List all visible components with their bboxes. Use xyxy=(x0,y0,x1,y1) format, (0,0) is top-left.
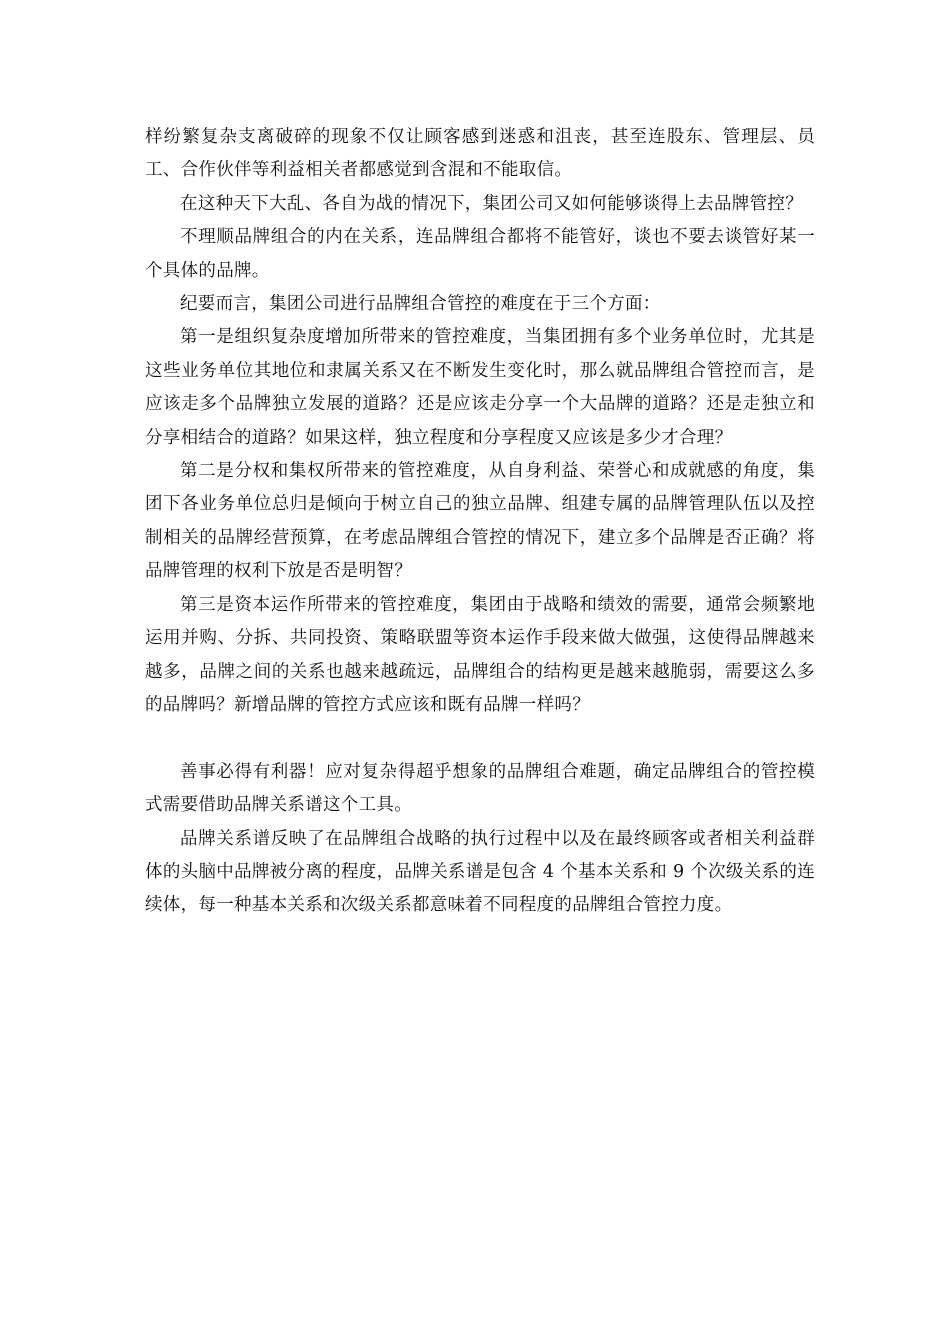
paragraph-portfolio-relationship: 不理顺品牌组合的内在关系，连品牌组合都将不能管好，谈也不要去谈管好某一个具体的品牌。 xyxy=(145,227,815,281)
paragraph-summary: 纪要而言，集团公司进行品牌组合管控的难度在于三个方面： xyxy=(180,294,661,315)
document-body xyxy=(145,121,815,923)
paragraph-brand-relationship-spectrum: 品牌关系谱反映了在品牌组合战略的执行过程中以及在最终顾客或者相关利益群体的头脑中品牌被分离的程度，品牌关系谱是包含 4 个基本关系和 9 个次级关系的连续体，每一种基本关系和次级关系都意味着不同程度的品牌组合管控力度。 xyxy=(145,828,815,916)
paragraph-question: 在这种天下大乱、各自为战的情况下，集团公司又如何能够谈得上去品牌管控？ xyxy=(180,193,803,214)
paragraph-difficulty-one: 第一是组织复杂度增加所带来的管控难度，当集团拥有多个业务单位时，尤其是这些业务单位其地位和隶属关系又在不断发生变化时，那么就品牌组合管控而言，是应该走多个品牌独立发展的道路？还是应该走分享一个大品牌的道路？还是走独立和分享相结合的道路？如果这样，独立程度和分享程度又应该是多少才合理？ xyxy=(145,327,815,448)
paragraph-spacer xyxy=(145,722,815,755)
paragraph-difficulty-two: 第二是分权和集权所带来的管控难度，从自身利益、荣誉心和成就感的角度，集团下各业务单位总归是倾向于树立自己的独立品牌、组建专属的品牌管理队伍以及控制相关的品牌经营预算，在考虑品牌组合管控的情况下，建立多个品牌是否正确？将品牌管理的权利下放是否是明智？ xyxy=(145,461,815,582)
paragraph-tool-intro: 善事必得有利器！应对复杂得超乎想象的品牌组合难题，确定品牌组合的管控模式需要借助品牌关系谱这个工具。 xyxy=(145,761,815,816)
paragraph-continuation: 样纷繁复杂支离破碎的现象不仅让顾客感到迷惑和沮丧，甚至连股东、管理层、员工、合作伙伴等利益相关者都感觉到含混和不能取信。 xyxy=(145,127,815,181)
paragraph-difficulty-three: 第三是资本运作所带来的管控难度，集团由于战略和绩效的需要，通常会频繁地运用并购、分拆、共同投资、策略联盟等资本运作手段来做大做强，这使得品牌越来越多，品牌之间的关系也越来越疏远，品牌组合的结构更是越来越脆弱，需要这么多的品牌吗？新增品牌的管控方式应该和既有品牌一样吗？ xyxy=(145,594,815,715)
